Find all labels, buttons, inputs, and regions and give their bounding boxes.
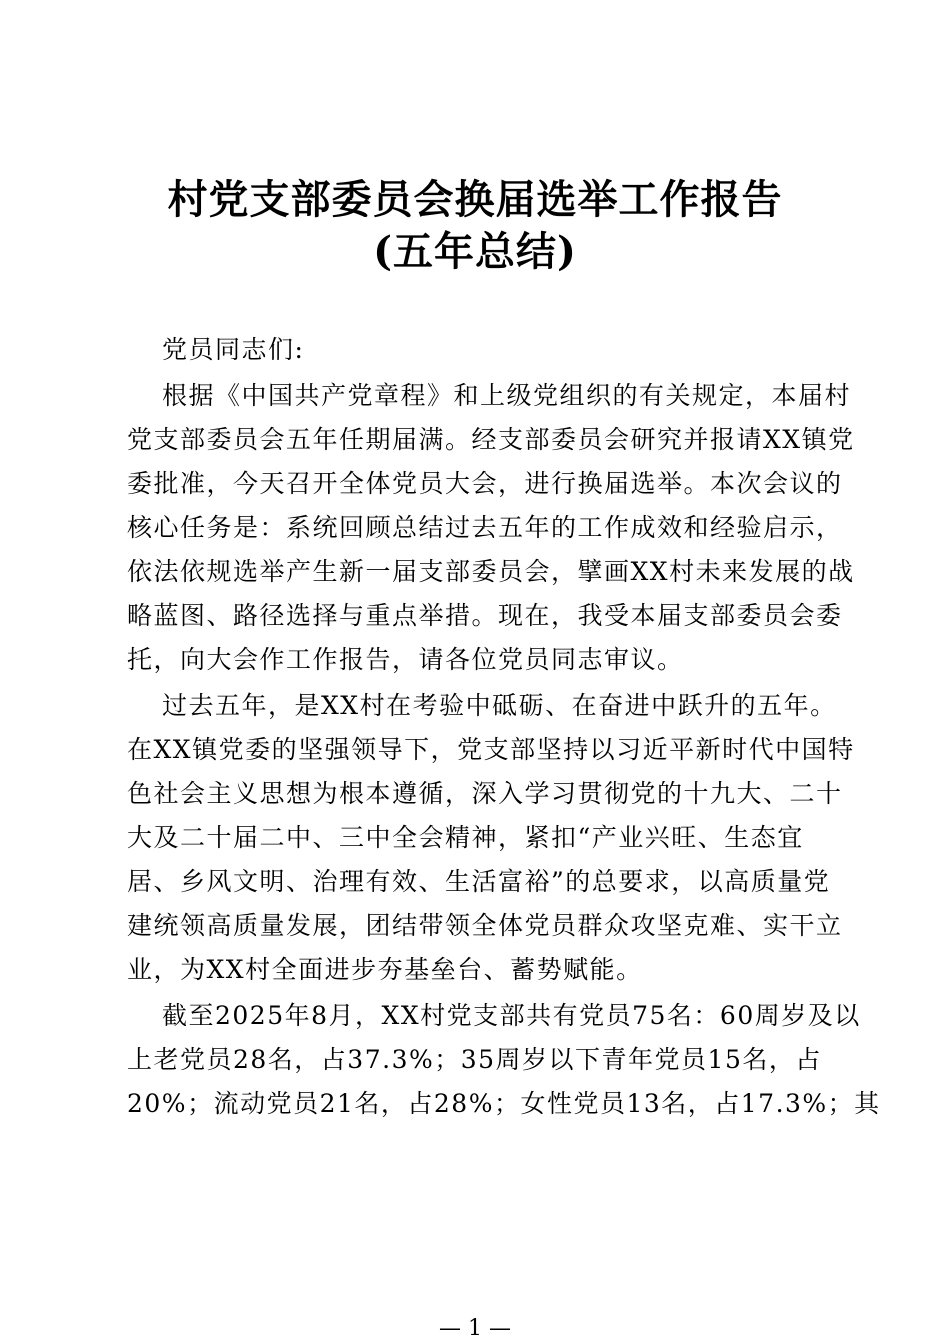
text-line: 大及二十届二中、三中全会精神，紧扣“产业兴旺、生态宜 (127, 823, 804, 852)
paragraph (127, 994, 881, 1126)
text-line: 委批准，今天召开全体党员大会，进行换届选举。本次会议的 (127, 469, 843, 498)
text-line: 居、乡风文明、治理有效、生活富裕”的总要求，以高质量党 (127, 867, 831, 896)
text-line: 20%；流动党员21名，占28%；女性党员13名，占17.3%；其 (127, 1089, 881, 1118)
text-line: 党员同志们: (162, 335, 305, 364)
document-body (127, 328, 881, 1128)
text-line: 依法依规选举产生新一届支部委员会，擘画XX村未来发展的战 (127, 557, 855, 586)
text-line: 核心任务是：系统回顾总结过去五年的工作成效和经验启示， (127, 513, 843, 542)
text-line: 略蓝图、路径选择与重点举措。现在，我受本届支部委员会委 (127, 601, 843, 630)
text-line: 色社会主义思想为根本遵循，深入学习贯彻党的十九大、二十 (127, 779, 843, 808)
text-line: 截至2025年8月，XX村党支部共有党员75名：60周岁及以 (162, 1001, 861, 1030)
paragraph (127, 684, 855, 992)
document-title: 村党支部委员会换届选举工作报告 (167, 176, 783, 223)
text-line: 托，向大会作工作报告，请各位党员同志审议。 (127, 645, 684, 674)
text-line: 在XX镇党委的坚强领导下，党支部坚持以习近平新时代中国特 (127, 735, 855, 764)
document-subtitle: (五年总结) (373, 228, 577, 275)
text-line: 建统领高质量发展，团结带领全体党员群众攻坚克难、实干立 (127, 911, 843, 940)
text-line: 上老党员28名，占37.3%；35周岁以下青年党员15名，占 (127, 1045, 822, 1074)
text-line: 根据《中国共产党章程》和上级党组织的有关规定，本届村 (162, 381, 852, 410)
text-line: 业，为XX村全面进步夯基垒台、蓄势赋能。 (127, 955, 643, 984)
text-line: 党支部委员会五年任期届满。经支部委员会研究并报请XX镇党 (127, 425, 855, 454)
paragraph (127, 328, 827, 372)
page-number: — 1 — (439, 1316, 511, 1341)
paragraph (127, 374, 855, 682)
text-line: 过去五年，是XX村在考验中砥砺、在奋进中跃升的五年。 (162, 691, 837, 720)
